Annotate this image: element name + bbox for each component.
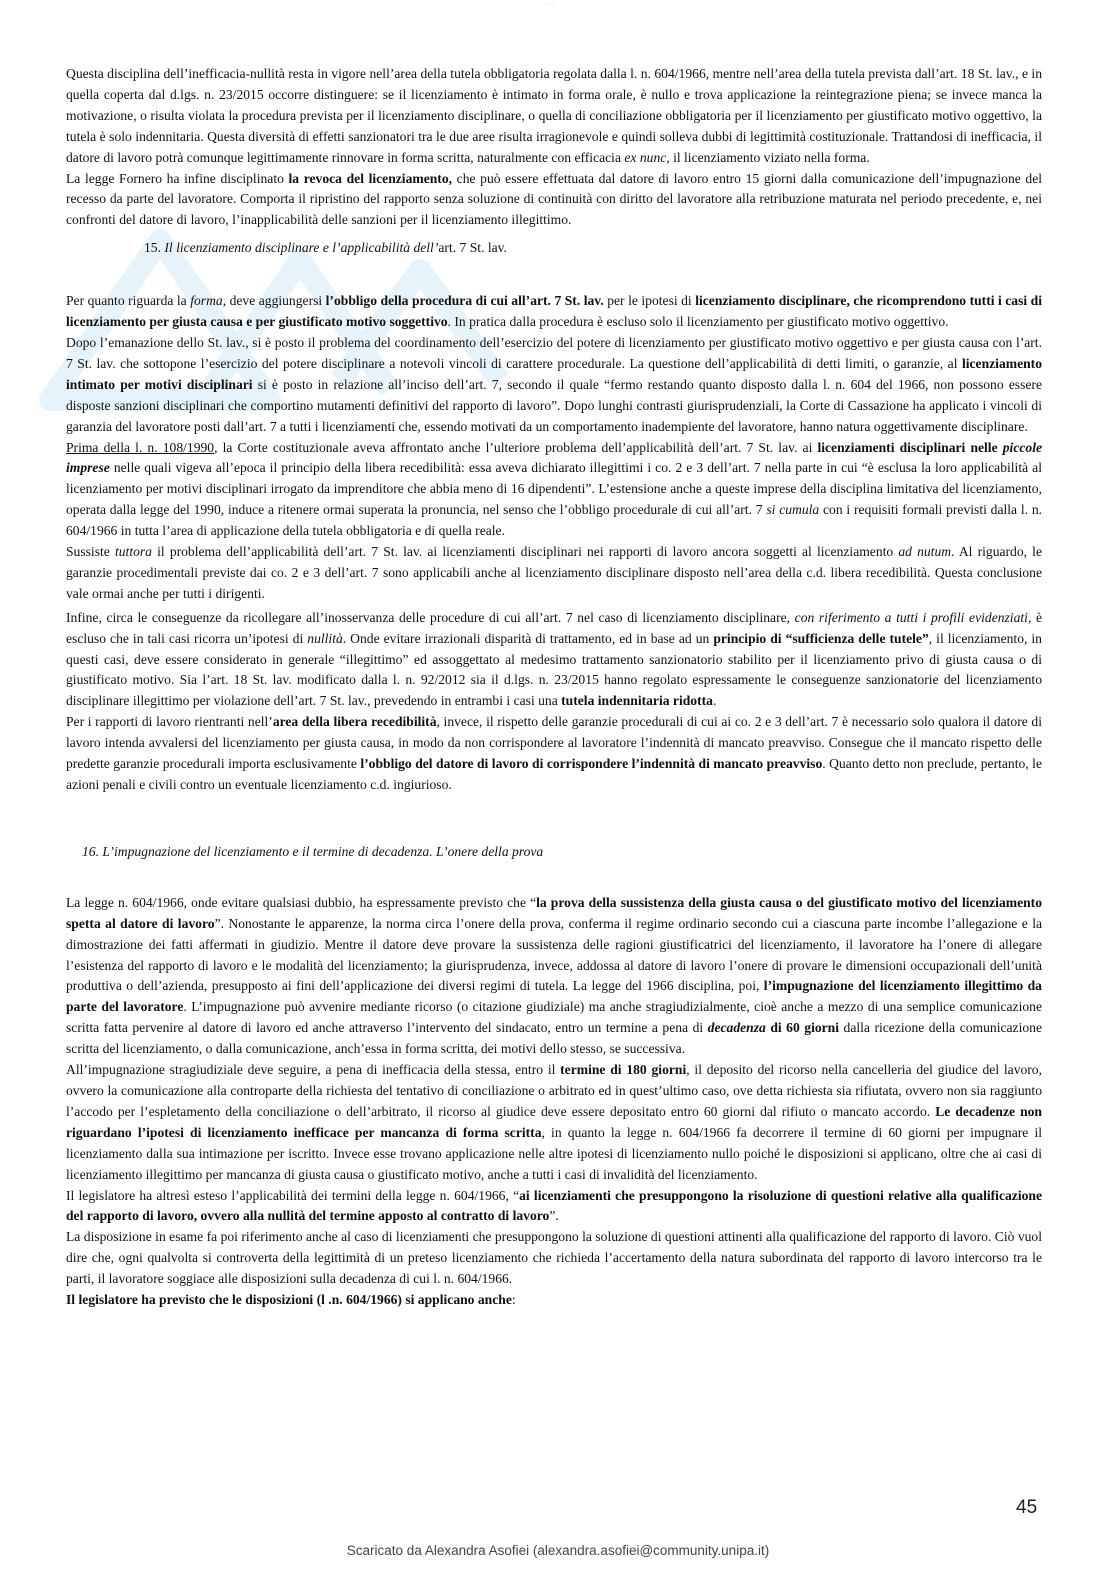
section-heading-15: 15. Il licenziamento disciplinare e l’applicabilità dell’art. 7 St. lav. xyxy=(144,240,507,256)
page-number: 45 xyxy=(1016,1497,1038,1518)
paragraph: Per i rapporti di lavoro rientranti nell’area della libera recedibilità, invece, il rispetto delle garanzie procedurali di cui ai co. 2 e 3 dell’art. 7 è necessario solo qualora il datore di lavoro intenda avvalersi del licenziamento per giusta causa, in modo da non corrispondere al lavoratore l’indennità di mancato preavviso. Consegue che il mancato rispetto delle predette garanzie procedurali importa esclusivamente l’obbligo del datore di lavoro di corrispondere l’indennità di mancato preavviso. Quanto detto non preclude, pertanto, le azioni penali e civili contro un eventuale licenziamento c.d. ingiurioso. xyxy=(66,714,1042,792)
paragraph: La legge Fornero ha infine disciplinato la revoca del licenziamento, che può essere effettuata dal datore di lavoro entro 15 giorni dalla comunicazione dell’impugnazione del recesso da parte del lavoratore. Comporta il ripristino del rapporto senza soluzione di continuità con diritto del lavoratore alla retribuzione maturata nel periodo precedente, e, nei confronti del datore di lavoro, l’inapplicabilità delle sanzioni per il licenziamento illegittimo. xyxy=(66,170,1043,228)
paragraph: La disposizione in esame fa poi riferimento anche al caso di licenziamenti che presuppongono la soluzione di questioni attinenti alla qualificazione del rapporto di lavoro. Ciò vuol dire che, ogni qualvolta si controverta della legittimità di un preteso licenziamento che richieda l’accertamento della natura subordinata del rapporto di lavoro intercorso tra le parti, il lavoratore soggiace alle disposizioni sulla decadenza di cui l. n. 604/1966. xyxy=(66,1229,1042,1287)
paragraph: Il legislatore ha previsto che le disposizioni (l .n. 604/1966) si applicano anche: xyxy=(66,1292,516,1308)
paragraph: Infine, circa le conseguenze da ricollegare all’inosservanza delle procedure di cui all’art. 7 nel caso di licenziamento disciplinare, con riferimento a tutti i profili evidenziati, è escluso che in tali casi ricorra un’ipotesi di nullità. Onde evitare irrazionali disparità di trattamento, ed in base ad un principio di “sufficienza delle tutele”, il licenziamento, in questi casi, deve essere considerato in generale “illegittimo” ed assoggettato al medesimo trattamento sanzionatorio stabilito per il licenziamento privo di giusta causa o di giustificato motivo. Sia l’art. 18 St. lav. modificato dalla l. n. 92/2012 sia il d.lgs. n. 23/2015 hanno regolato espressamente le conseguenze sanzionatorie del licenziamento disciplinare illegittimo per violazione dell’art. 7 St. lav., prevedendo in entrambi i casi una tutela indennitaria ridotta. xyxy=(66,609,1042,709)
paragraph: Dopo l’emanazione dello St. lav., si è posto il problema del coordinamento dell’esercizio del potere di licenziamento per giustificato motivo oggettivo e per giusta causa con l’art. 7 St. lav. che sottopone l’esercizio del potere disciplinare a notevoli vincoli di carattere procedurale. La questione dell’applicabilità di detti limiti, o garanzie, al licenziamento intimato per motivi disciplinari si è posto in relazione all’inciso dell’art. 7, secondo il quale “fermo restando quanto disposto dalla l. n. 604 del 1966, non possono essere disposte sanzioni disciplinari che comportino mutamenti definitivi del rapporto di lavoro”. Dopo lunghi contrasti giurisprudenziali, la Corte di Cassazione ha applicato i vincoli di garanzia del lavoratore posti dall’art. 7 a tutti i licenziamenti che, essendo motivati da un comportamento inadempiente del lavoratore, hanno natura oggettivamente disciplinare. xyxy=(66,334,1042,434)
paragraph: Per quanto riguarda la forma, deve aggiungersi l’obbligo della procedura di cui all’art. 7 St. lav. per le ipotesi di licenziamento disciplinare, che ricomprendono tutti i casi di licenziamento per giusta causa e per giustificato motivo soggettivo. In pratica dalla procedura è escluso solo il licenziamento per giustificato motivo oggettivo. xyxy=(66,293,1042,330)
paragraph: Sussiste tuttora il problema dell’applicabilità dell’art. 7 St. lav. ai licenziamenti disciplinari nei rapporti di lavoro ancora soggetti al licenziamento ad nutum. Al riguardo, le garanzie procedimentali previste dai co. 2 e 3 dell’art. 7 sono applicabili anche al licenziamento disciplinare disposto nell’area della c.d. libera recedibilità. Questa conclusione vale ormai anche per tutti i dirigenti. xyxy=(66,544,1042,601)
document-body xyxy=(66,64,1042,1311)
section-heading-16: 16. L’impugnazione del licenziamento e il termine di decadenza. L’onere della prova xyxy=(82,843,544,859)
header-mark: · · · xyxy=(546,2,554,7)
paragraph: La legge n. 604/1966, onde evitare qualsiasi dubbio, ha espressamente previsto che “la prova della sussistenza della giusta causa o del giustificato motivo del licenziamento spetta al datore di lavoro”. Nonostante le apparenze, la norma circa l’onere della prova, conferma il regime ordinario secondo cui a ciascuna parte incombe l’allegazione e la dimostrazione dei fatti affermati in giudizio. Mentre il datore deve provare la sussistenza delle ragioni giustificatrici del licenziamento, il lavoratore ha l’onere di allegare l’esistenza del rapporto di lavoro e le modalità del licenziamento; la giurisprudenza, invece, addossa al datore di lavoro l’onere di provare le dimensioni occupazionali dell’unità produttiva o dell’azienda, presupposto ai fini dell’applicazione dei diversi regimi di tutela. La legge del 1966 disciplina, poi, l’impugnazione del licenziamento illegittimo da parte del lavoratore. L’impugnazione può avvenire mediante ricorso (o citazione giudiziale) ma anche stragiudizialmente, cioè anche a mezzo di una semplice comunicazione scritta fatta pervenire al datore di lavoro ed anche attraverso l’intervento del sindacato, entro un termine a pena di decadenza di 60 giorni dalla ricezione della comunicazione scritta del licenziamento, o dalla comunicazione, anch’essa in forma scritta, dei motivi dello stesso, se successiva. xyxy=(66,894,1043,1057)
paragraph: All’impugnazione stragiudiziale deve seguire, a pena di inefficacia della stessa, entro il termine di 180 giorni, il deposito del ricorso nella cancelleria del giudice del lavoro, ovvero la comunicazione alla controparte della richiesta del tentativo di conciliazione o arbitrato ed in quest’ultimo caso, ove detta richiesta sia rifiutata, ovvero non sia raggiunto l’accodo per l’espletamento della conciliazione o dell’arbitrato, il ricorso al giudice deve essere depositato entro 60 giorni dal rifiuto o mancato accordo. Le decadenze non riguardano l’ipotesi di licenziamento inefficace per mancanza di forma scritta, in quanto la legge n. 604/1966 fa decorrere il termine di 60 giorni per impugnare il licenziamento dalla sua intimazione per iscritto. Invece esse trovano applicazione nelle altre ipotesi di licenziamento nullo poiché le disposizioni si applicano, oltre che ai casi di licenziamento illegittimo per mancanza di giusta causa o giustificato motivo, anche a tutti i casi di invalidità del licenziamento. xyxy=(66,1062,1043,1182)
paragraph: Questa disciplina dell’inefficacia-nullità resta in vigore nell’area della tutela obbligatoria regolata dalla l. n. 604/1966, mentre nell’area della tutela prevista dall’art. 18 St. lav., e in quella coperta dal d.lgs. n. 23/2015 occorre distinguere: se il licenziamento è intimato in forma orale, è nullo e trova applicazione la reintegrazione piena; se invece manca la motivazione, o risulta violata la procedura prevista per il licenziamento disciplinare, o quella di conciliazione obbligatoria per il licenziamento per giustificato motivo oggettivo, la tutela è solo indennitaria. Questa diversità di effetti sanzionatori tra le due aree risulta irragionevole e quindi solleva dubbi di legittimità costituzionale. Trattandosi di inefficacia, il datore di lavoro potrà comunque legittimamente rinnovare in forma scritta, naturalmente con efficacia ex nunc, il licenziamento viziato nella forma. xyxy=(66,66,1042,165)
paragraph: Prima della l. n. 108/1990, la Corte costituzionale aveva affrontato anche l’ulteriore problema dell’applicabilità dell’art. 7 St. lav. ai licenziamenti disciplinari nelle piccole imprese nelle quali vigeva all’epoca il principio della libera recedibilità: essa aveva dichiarato illegittimi i co. 2 e 3 dell’art. 7 nella parte in cui “è esclusa la loro applicabilità al licenziamento per motivi disciplinari irrogato da imprenditore che abbia meno di 16 dipendenti”. L’estensione anche a queste imprese della disciplina limitativa del licenziamento, operata dalla legge del 1990, induce a ritenere ormai superata la pronuncia, nel senso che l’obbligo procedurale di cui all’art. 7 si cumula con i requisiti formali previsti dalla l. n. 604/1966 in tutta l’area di applicazione della tutela obbligatoria e di quella reale. xyxy=(66,439,1043,539)
paragraph: Il legislatore ha altresì esteso l’applicabilità dei termini della legge n. 604/1966, “ai licenziamenti che presuppongono la risoluzione di questioni relative alla qualificazione del rapporto di lavoro, ovvero alla nullità del termine apposto al contratto di lavoro”. xyxy=(66,1187,1042,1224)
download-footer: Scaricato da Alexandra Asofiei (alexandra.asofiei@community.unipa.it) xyxy=(346,1543,770,1558)
